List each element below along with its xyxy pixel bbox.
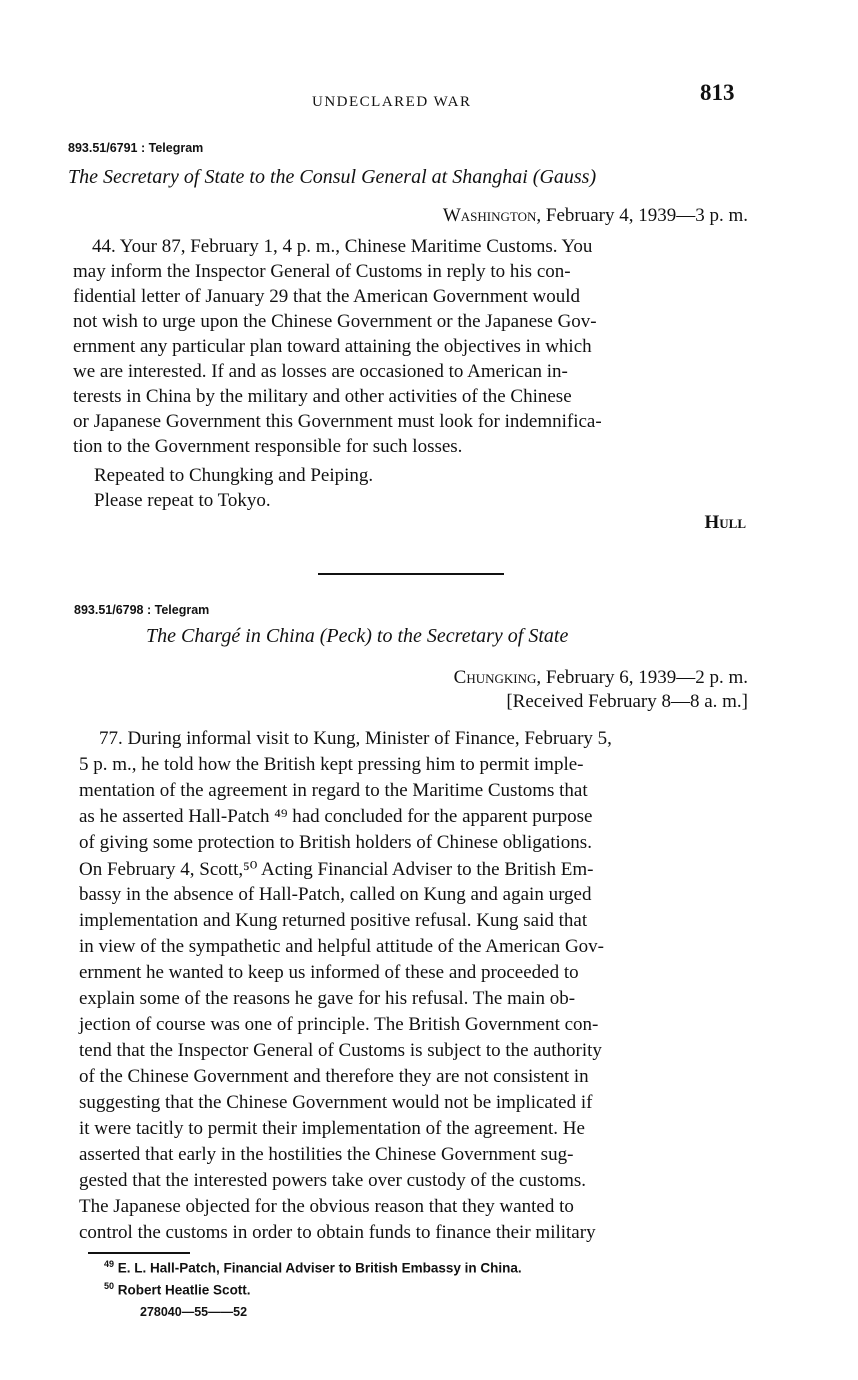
doc1-body-line: terests in China by the military and other activities of the Chinese	[73, 386, 572, 407]
doc2-body-line: The Japanese objected for the obvious reason that they wanted to	[79, 1196, 574, 1217]
doc2-place: Chungking	[453, 667, 537, 688]
doc2-body-line: 5 p. m., he told how the British kept pressing him to permit imple-	[79, 754, 584, 775]
doc2-body-line: asserted that early in the hostilities the Chinese Government sug-	[79, 1144, 574, 1165]
doc1-heading: The Secretary of State to the Consul General at Shanghai (Gauss)	[68, 166, 597, 188]
doc1-signature: Hull	[704, 512, 746, 533]
doc2-body-line: as he asserted Hall-Patch ⁴⁹ had concluded for the apparent purpose	[79, 806, 593, 827]
doc2-heading: The Chargé in China (Peck) to the Secretary of State	[146, 625, 569, 647]
doc2-body-line: suggesting that the Chinese Government would not be implicated if	[79, 1092, 593, 1113]
doc1-body-line: not wish to urge upon the Chinese Government or the Japanese Gov-	[73, 311, 597, 332]
doc2-body-line: implementation and Kung returned positive refusal. Kung said that	[79, 910, 588, 931]
doc1-heading-text: The Secretary of State to the Consul General at Shanghai	[68, 166, 528, 188]
doc2-date: , February 6, 1939—2 p. m.	[536, 667, 748, 688]
doc2-body-line: On February 4, Scott,⁵⁰ Acting Financial Adviser to the British Em-	[79, 859, 594, 880]
footnote-49-mark: 49	[104, 1259, 115, 1269]
footnote-50-text: Robert Heatlie Scott.	[117, 1282, 251, 1298]
doc2-body-line: gested that the interested powers take over custody of the customs.	[79, 1170, 587, 1191]
footnote-49-text: E. L. Hall-Patch, Financial Adviser to British Embassy in China.	[117, 1260, 522, 1276]
doc2-body-line: in view of the sympathetic and helpful attitude of the American Gov-	[79, 936, 604, 957]
doc2-body-line: of the Chinese Government and therefore they are not consistent in	[79, 1066, 589, 1087]
footnote-50-mark: 50	[104, 1281, 115, 1291]
doc1-body-line: fidential letter of January 29 that the American Government would	[73, 286, 581, 307]
doc2-heading-text-2: to the Secretary of State	[376, 625, 569, 647]
doc2-received-line: [Received February 8—8 a. m.]	[506, 691, 748, 712]
doc2-file-id: 893.51/6798 : Telegram	[74, 603, 210, 617]
doc1-body-line: 44. Your 87, February 1, 4 p. m., Chinese Maritime Customs. You	[92, 236, 593, 257]
doc2-body-line: jection of course was one of principle. The British Government con-	[79, 1014, 599, 1035]
doc1-body-line: may inform the Inspector General of Customs in reply to his con-	[73, 261, 571, 282]
doc1-place: Washington	[442, 205, 537, 226]
doc2-body-line: explain some of the reasons he gave for his refusal. The main ob-	[79, 988, 576, 1009]
doc1-body-line: we are interested. If and as losses are occasioned to American in-	[73, 361, 568, 382]
footnote-rule	[88, 1252, 190, 1254]
printer-mark: 278040—55——52	[140, 1305, 248, 1319]
doc2-body-line: control the customs in order to obtain funds to finance their military	[79, 1222, 596, 1243]
doc1-dateline	[443, 205, 748, 227]
doc1-body-line: ernment any particular plan toward attaining the objectives in which	[73, 336, 592, 357]
doc2-body-line: bassy in the absence of Hall-Patch, called on Kung and again urged	[79, 884, 592, 905]
doc1-file-id: 893.51/6791 : Telegram	[68, 141, 204, 155]
doc2-dateline	[454, 667, 748, 689]
doc1-body-line: or Japanese Government this Government must look for indemnifica-	[73, 411, 602, 432]
doc2-body-line: 77. During informal visit to Kung, Minister of Finance, February 5,	[99, 728, 612, 749]
footnote-49	[104, 1259, 522, 1276]
doc1-repeated-line: Repeated to Chungking and Peiping.	[94, 465, 374, 486]
doc2-body-line: it were tacitly to permit their implementation of the agreement. He	[79, 1118, 585, 1139]
doc2-body-line: ernment he wanted to keep us informed of these and proceeded to	[79, 962, 579, 983]
section-divider	[318, 573, 504, 575]
doc2-body-line: mentation of the agreement in regard to the Maritime Customs that	[79, 780, 588, 801]
doc2-body-line: tend that the Inspector General of Customs is subject to the authority	[79, 1040, 602, 1061]
doc1-body-line: tion to the Government responsible for such losses.	[73, 436, 463, 457]
doc1-repeat-tokyo-line: Please repeat to Tokyo.	[94, 490, 271, 511]
doc2-body-line: of giving some protection to British holders of Chinese obligations.	[79, 832, 592, 853]
doc1-date: , February 4, 1939—3 p. m.	[536, 205, 748, 226]
doc2-heading-name: Peck	[326, 625, 366, 647]
doc2-heading-text-1: The Chargé in China	[146, 625, 315, 647]
doc1-heading-name: Gauss	[539, 166, 590, 188]
footnote-50	[104, 1281, 251, 1298]
page-number: 813	[700, 80, 735, 105]
running-head: UNDECLARED WAR	[312, 94, 472, 110]
